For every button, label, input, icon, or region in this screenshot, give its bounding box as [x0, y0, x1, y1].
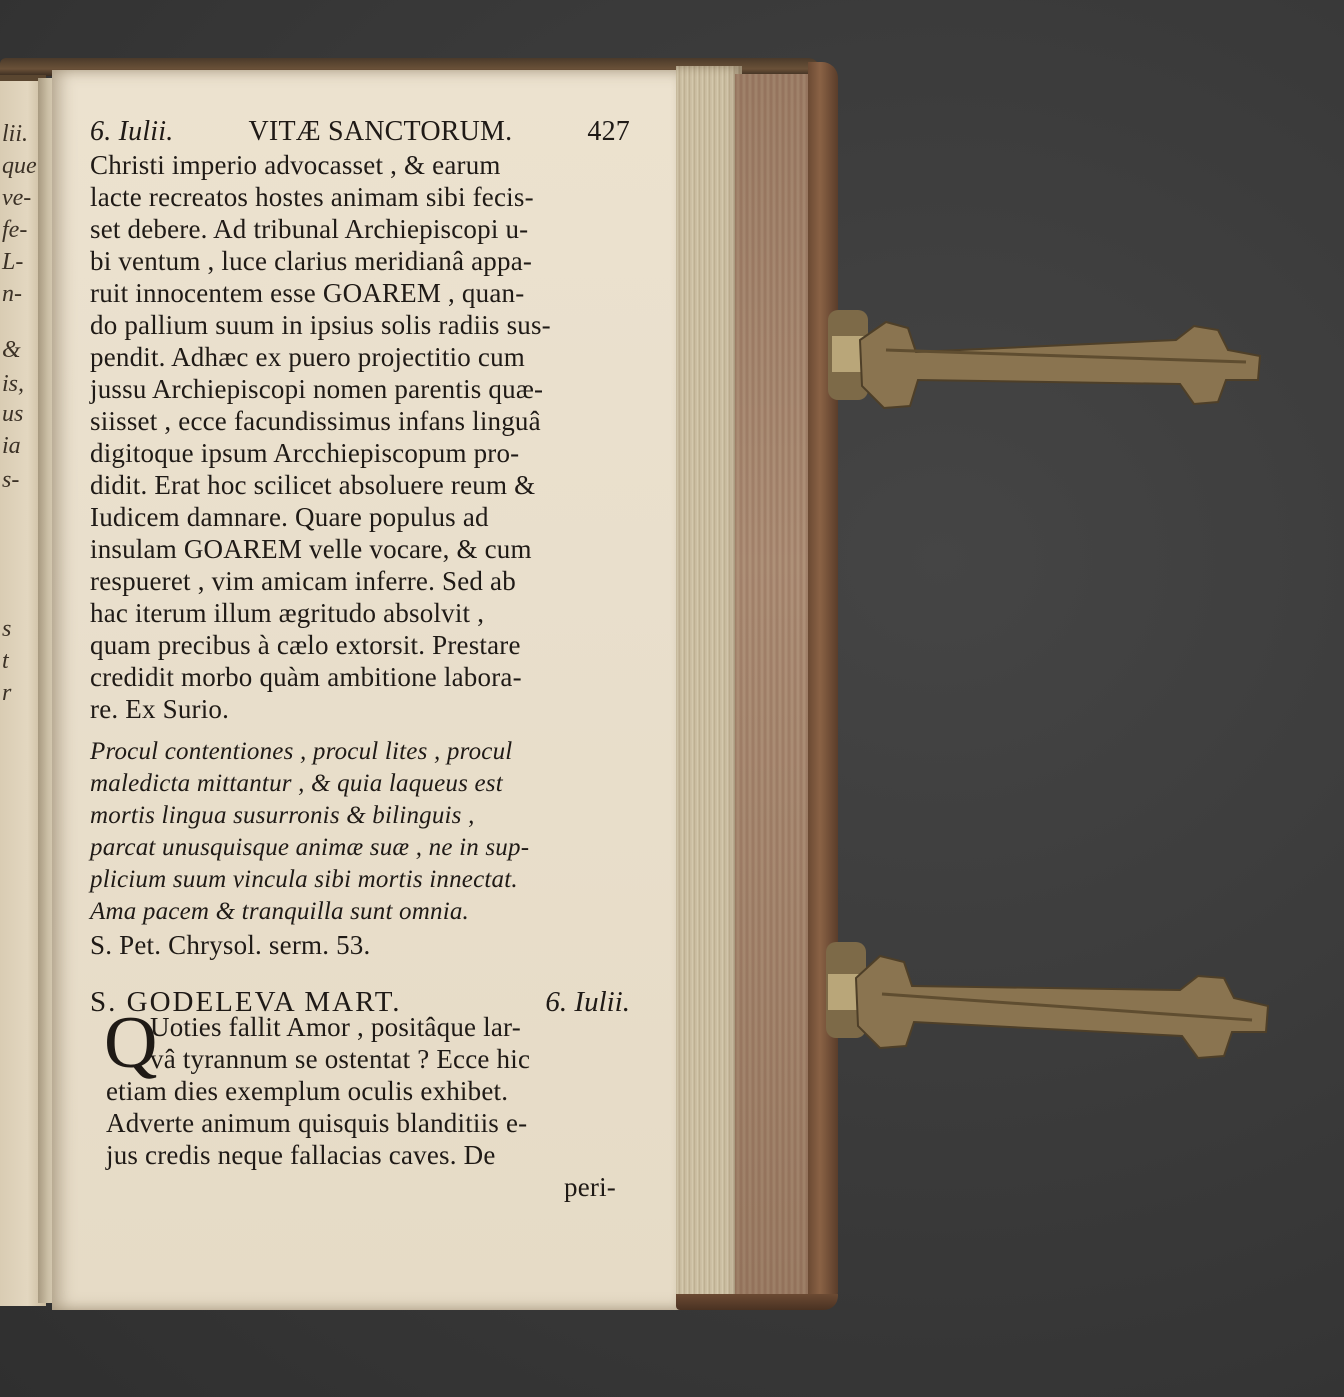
body-line: jus credis neque fallacias caves. De [106, 1140, 496, 1170]
margin-fragment: ia [2, 433, 21, 459]
body-line: bi ventum , luce clarius meridianâ appa- [90, 246, 533, 276]
page-number: 427 [587, 116, 630, 147]
body-line: insulam GOAREM velle vocare, & cum [90, 534, 532, 564]
body-line: vâ tyrannum se ostentat ? Ecce hic [150, 1044, 531, 1074]
header-title: VITÆ SANCTORUM. [248, 116, 513, 147]
margin-fragment: s- [2, 467, 20, 493]
body-line: ruit innocentem esse GOAREM , quan- [90, 278, 525, 308]
quote-line: parcat unusquisque animæ suæ , ne in sup- [90, 834, 530, 861]
page-edges [676, 66, 742, 1306]
body-line: Adverte animum quisquis blanditiis e- [106, 1108, 528, 1138]
section-date: 6. Iulii. [545, 986, 630, 1018]
margin-fragment: lii. [2, 121, 29, 147]
margin-fragment: L- [2, 249, 24, 275]
margin-fragment: n- [2, 281, 22, 307]
leather-cover-bottom [676, 1294, 838, 1310]
body-line: digitoque ipsum Arcchiepiscopum pro- [90, 438, 520, 468]
body-line: hac iterum illum ægritudo absolvit , [90, 598, 485, 628]
margin-fragment: s [2, 616, 12, 642]
margin-fragment: & [2, 337, 21, 363]
body-line: jussu Archiepiscopi nomen parentis quæ- [90, 374, 544, 404]
quote-line: Ama pacem & tranquilla sunt omnia. [90, 898, 470, 925]
brass-clasp-upper [826, 300, 1266, 420]
red-sprinkled-edges [735, 74, 817, 1299]
body-line: re. Ex Surio. [90, 694, 230, 724]
margin-fragment: fe- [2, 217, 28, 243]
body-line: do pallium suum in ipsius solis radiis sus- [90, 310, 551, 340]
margin-fragment: que [2, 153, 37, 179]
margin-fragment: r [2, 680, 12, 706]
body-line: set debere. Ad tribunal Archiepiscopi u- [90, 214, 529, 244]
quote-line: maledicta mittantur , & quia laqueus est [90, 770, 503, 797]
margin-fragment: is, [2, 371, 25, 397]
body-line: siisset , ecce facundissimus infans linguâ [90, 406, 541, 436]
body-line: didit. Erat hoc scilicet absoluere reum & [90, 470, 536, 500]
body-line: credidit morbo quàm ambitione labora- [90, 662, 522, 692]
quote-line: mortis lingua susurronis & bilinguis , [90, 802, 475, 829]
quote-source: S. Pet. Chrysol. serm. 53. [90, 930, 371, 960]
body-line: respueret , vim amicam inferre. Sed ab [90, 566, 516, 596]
quote-line: plicium suum vincula sibi mortis innectat. [90, 866, 518, 893]
body-line: pendit. Adhæc ex puero projectitio cum [90, 342, 525, 372]
margin-fragment: us [2, 401, 24, 427]
running-header [90, 116, 630, 148]
leather-cover-edge [808, 62, 838, 1307]
body-line: quam precibus à cælo extorsit. Prestare [90, 630, 521, 660]
brass-clasp-lower [822, 936, 1274, 1066]
drop-cap: Q [104, 1002, 158, 1084]
header-date: 6. Iulii. [90, 116, 174, 147]
catchword: peri- [564, 1172, 616, 1202]
body-line: Iudicem damnare. Quare populus ad [90, 502, 489, 532]
margin-fragment: t [2, 648, 9, 674]
body-line: Christi imperio advocasset , & earum [90, 150, 501, 180]
margin-fragment: ve- [2, 185, 32, 211]
body-line: lacte recreatos hostes animam sibi fecis- [90, 182, 534, 212]
body-line: Uoties fallit Amor , positâque lar- [150, 1012, 521, 1042]
quote-line: Procul contentiones , procul lites , procul [90, 738, 513, 765]
body-line: etiam dies exemplum oculis exhibet. [106, 1076, 509, 1106]
section-title: S. GODELEVA MART. [90, 986, 402, 1018]
